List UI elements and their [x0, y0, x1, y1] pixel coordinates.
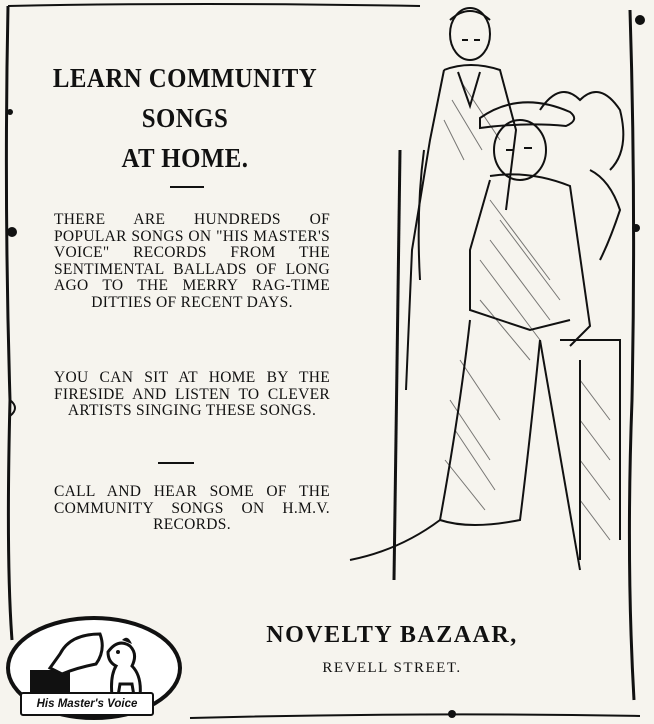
couple-listening-illustration — [340, 0, 640, 600]
paragraph-records: THERE ARE HUNDREDS OF POPULAR SONGS ON "HIS MASTER'S VOICE" RECORDS FROM THE SENTIMENTAL BALLADS OF LONG AGO TO THE MERRY RAG-TIME DITTIES OF RECENT DAYS. — [54, 211, 330, 311]
paragraph-call: CALL AND HEAR SOME OF THE COMMUNITY SONGS ON H.M.V. RECORDS. — [54, 483, 330, 533]
his-masters-voice-label: His Master's Voice — [20, 692, 154, 716]
shop-name: NOVELTY BAZAAR, — [266, 622, 518, 648]
headline-line-2: SONGS — [141, 103, 229, 133]
headline-line-3: AT HOME. — [121, 143, 249, 173]
divider-1 — [170, 186, 204, 188]
divider-2 — [158, 462, 194, 464]
headline — [40, 58, 330, 178]
paragraph-fireside: YOU CAN SIT AT HOME BY THE FIRESIDE AND LISTEN TO CLEVER ARTISTS SINGING THESE SONGS. — [54, 369, 330, 419]
shop-street: REVELL STREET. — [322, 660, 462, 676]
headline-line-1: LEARN COMMUNITY — [52, 63, 318, 93]
